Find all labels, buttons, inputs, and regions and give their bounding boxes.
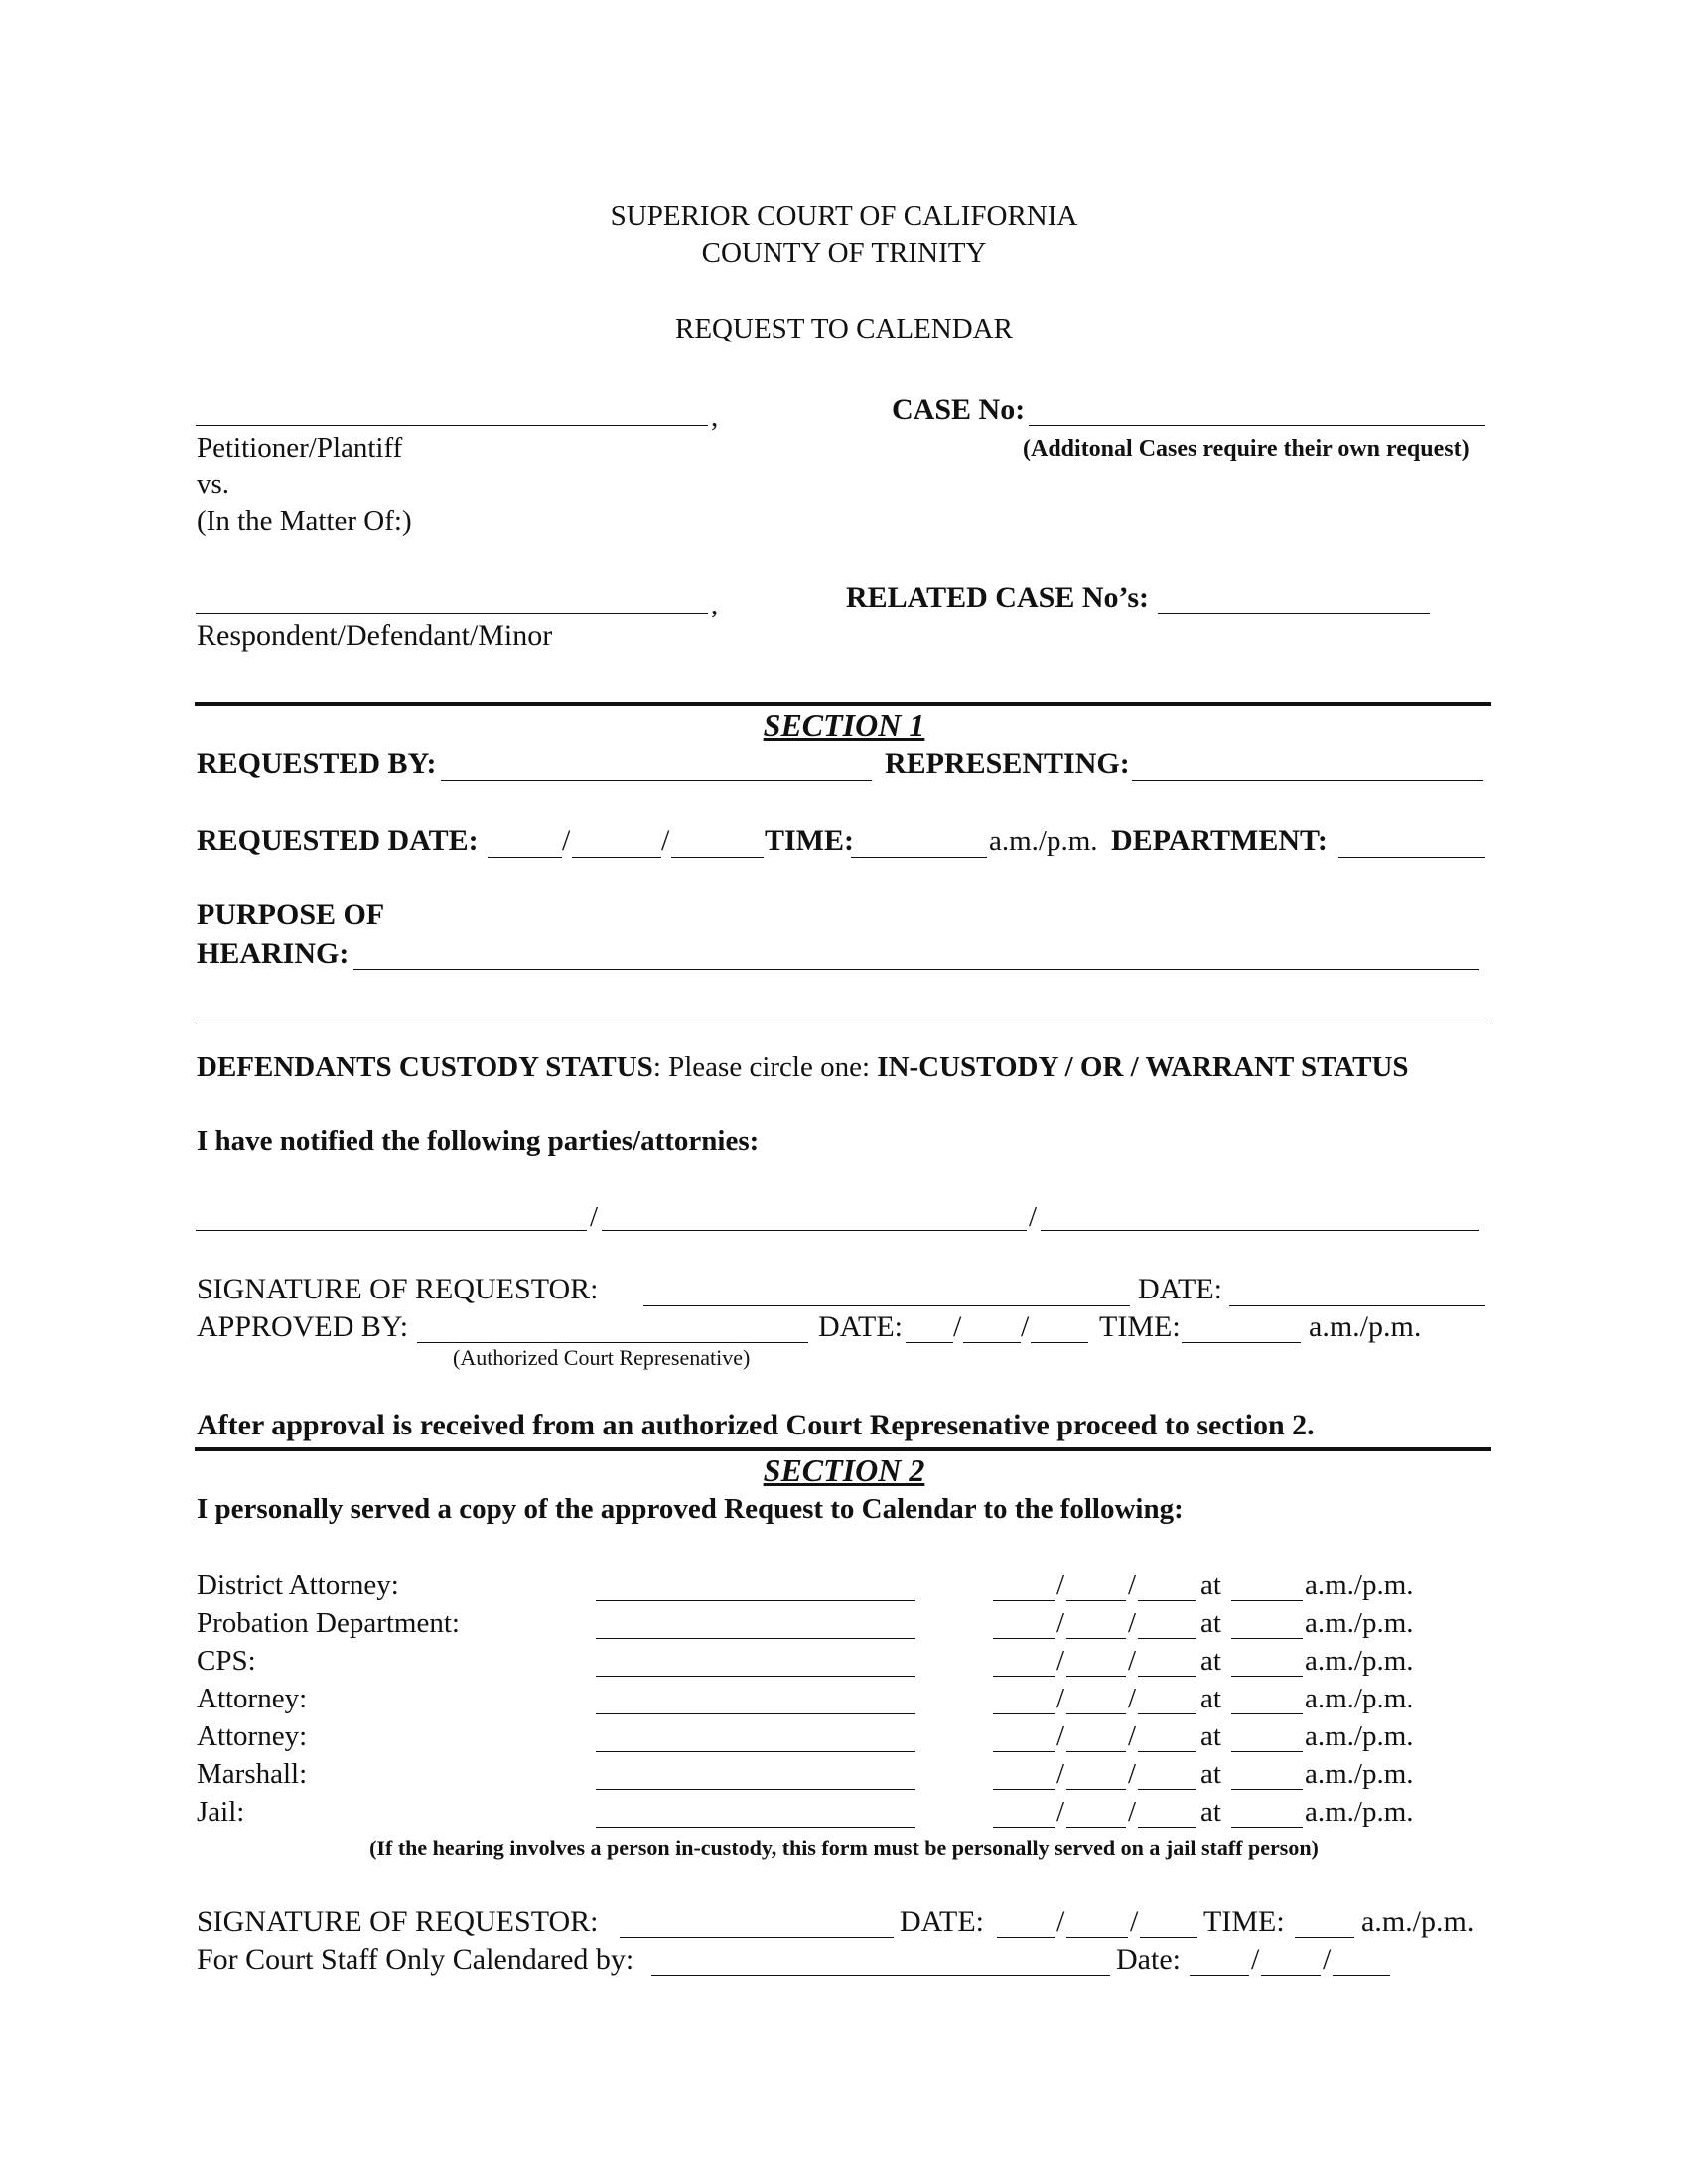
year-line[interactable] [1138,1600,1196,1601]
date-slash: / [1056,1683,1065,1714]
custody-status-label: DEFENDANTS CUSTODY STATUS [197,1051,653,1083]
at-label: at [1200,1570,1221,1601]
time-line[interactable] [1231,1751,1303,1752]
authorized-rep-note: (Authorized Court Represenative) [453,1345,751,1370]
purpose-label-line2: HEARING: [197,937,350,970]
at-label: at [1200,1683,1221,1714]
day-line[interactable] [1066,1676,1126,1677]
jail-service-note: (If the hearing involves a person in-custody, this form must be personally served on a jail staff person) [369,1836,1319,1860]
requested-date-label: REQUESTED DATE: [197,824,479,857]
related-case-label: RELATED CASE No’s: [846,581,1150,614]
party-label: Probation Department: [197,1607,460,1639]
court-staff-date-label: Date: [1116,1943,1181,1976]
notified-parties-heading: I have notified the following parties/attornies: [197,1125,760,1157]
final-signature-label: SIGNATURE OF REQUESTOR: [197,1905,599,1938]
department-line[interactable] [1338,857,1485,858]
respondent-comma: , [711,589,719,620]
section1-top-rule [195,702,1491,706]
custody-instruction: : Please circle one: [652,1051,878,1083]
year-line[interactable] [1138,1713,1196,1714]
party-label: CPS: [197,1645,256,1677]
month-line[interactable] [993,1600,1055,1601]
requested-by-line[interactable] [441,780,872,781]
final-time-label: TIME: [1203,1905,1285,1938]
final-time-line[interactable] [1295,1937,1354,1938]
date-slash: / [1251,1943,1260,1976]
signature-label: SIGNATURE OF REQUESTOR: [197,1273,599,1305]
section2-top-rule [195,1447,1491,1451]
date-slash: / [562,824,571,857]
party-name-line[interactable] [596,1600,915,1601]
party-name-line[interactable] [596,1789,915,1790]
notified-party-line-2[interactable] [602,1230,1027,1231]
vs-label: vs. [197,469,230,500]
approved-by-line[interactable] [417,1342,808,1343]
approved-time-line[interactable] [1182,1342,1301,1343]
calendared-by-line[interactable] [651,1975,1110,1976]
representing-label: REPRESENTING: [885,748,1130,780]
ampm-label: a.m./p.m. [1305,1607,1414,1639]
party-name-line[interactable] [596,1713,915,1714]
custody-status-row [197,1053,1409,1082]
party-name-line[interactable] [596,1827,915,1828]
additional-cases-note: (Additonal Cases require their own request) [1023,436,1470,462]
approved-time-label: TIME: [1099,1310,1181,1343]
month-line[interactable] [993,1676,1055,1677]
date-slash: / [661,824,670,857]
service-intro: I personally served a copy of the approved Request to Calendar to the following: [197,1493,1184,1525]
party-label: Jail: [197,1796,245,1828]
year-line[interactable] [1138,1827,1196,1828]
date-slash: / [1056,1607,1065,1639]
party-label: Marshall: [197,1758,308,1790]
party-label: Attorney: [197,1720,308,1752]
ampm-label: a.m./p.m. [1305,1758,1414,1790]
court-name: SUPERIOR COURT OF CALIFORNIA [610,201,1078,232]
date-slash: / [1128,1720,1137,1752]
date-slash: / [1323,1943,1332,1976]
signature-date-line[interactable] [1229,1305,1485,1306]
case-no-line[interactable] [1029,425,1485,426]
date-slash: / [1056,1905,1065,1938]
date-slash: / [1130,1905,1139,1938]
time-line[interactable] [1231,1827,1303,1828]
at-label: at [1200,1796,1221,1828]
final-date-month-line[interactable] [997,1937,1055,1938]
staff-date-day-line[interactable] [1261,1975,1321,1976]
signature-line[interactable] [643,1305,1130,1306]
year-line[interactable] [1138,1751,1196,1752]
final-date-label: DATE: [900,1905,984,1938]
custody-options[interactable]: IN-CUSTODY / OR / WARRANT STATUS [877,1051,1409,1083]
party-name-line[interactable] [596,1676,915,1677]
signature-date-label: DATE: [1138,1273,1222,1305]
time-label: TIME: [765,824,854,857]
date-slash: / [1128,1570,1137,1601]
approved-date-year-line[interactable] [1031,1342,1088,1343]
date-slash: / [1128,1607,1137,1639]
time-line[interactable] [1231,1789,1303,1790]
at-label: at [1200,1758,1221,1790]
county-name: COUNTY OF TRINITY [701,237,987,269]
day-line[interactable] [1066,1751,1126,1752]
day-line[interactable] [1066,1789,1126,1790]
date-slash: / [1056,1758,1065,1790]
approved-date-day-line[interactable] [963,1342,1021,1343]
respondent-name-line[interactable] [196,613,708,614]
day-line[interactable] [1066,1713,1126,1714]
day-line[interactable] [1066,1827,1126,1828]
time-line[interactable] [851,857,987,858]
purpose-label-line1: PURPOSE OF [197,898,385,931]
party-name-line[interactable] [596,1638,915,1639]
year-line[interactable] [1138,1638,1196,1639]
requested-by-label: REQUESTED BY: [197,748,437,780]
staff-date-month-line[interactable] [1190,1975,1249,1976]
party-name-line[interactable] [596,1751,915,1752]
related-case-line[interactable] [1158,613,1430,614]
court-staff-label: For Court Staff Only Calendared by: [197,1943,634,1976]
month-line[interactable] [993,1827,1055,1828]
matter-of-label: (In the Matter Of:) [197,505,412,537]
ampm-label: a.m./p.m. [1305,1720,1414,1752]
ampm-label: a.m./p.m. [1305,1645,1414,1677]
petitioner-name-line[interactable] [196,425,708,426]
time-line[interactable] [1231,1600,1303,1601]
ampm-label: a.m./p.m. [1305,1570,1414,1601]
representing-line[interactable] [1132,780,1483,781]
month-line[interactable] [993,1713,1055,1714]
day-line[interactable] [1066,1600,1126,1601]
notified-slash: / [1029,1201,1038,1233]
date-slash: / [1056,1720,1065,1752]
date-slash: / [1056,1570,1065,1601]
date-slash: / [1021,1310,1030,1343]
date-slash: / [1056,1645,1065,1677]
notified-party-line-3[interactable] [1041,1230,1479,1231]
month-line[interactable] [993,1638,1055,1639]
final-signature-line[interactable] [620,1937,894,1938]
department-label: DEPARTMENT: [1111,824,1328,857]
date-slash: / [1128,1796,1137,1828]
day-line[interactable] [1066,1638,1126,1639]
date-slash: / [1128,1758,1137,1790]
final-date-day-line[interactable] [1066,1937,1128,1938]
date-slash: / [1056,1796,1065,1828]
final-date-year-line[interactable] [1140,1937,1197,1938]
purpose-line-1[interactable] [353,969,1479,970]
year-line[interactable] [1138,1789,1196,1790]
requested-date-year-line[interactable] [671,857,764,858]
ampm-label: a.m./p.m. [1305,1683,1414,1714]
approved-by-label: APPROVED BY: [197,1310,409,1343]
case-no-label: CASE No: [892,393,1026,426]
date-slash: / [953,1310,962,1343]
section2-title: SECTION 2 [763,1452,925,1488]
ampm-label: a.m./p.m. [1305,1796,1414,1828]
section2-instruction: After approval is received from an authorized Court Represenative proceed to section 2. [197,1409,1315,1441]
respondent-label: Respondent/Defendant/Minor [197,619,553,652]
at-label: at [1200,1645,1221,1677]
section1-title: SECTION 1 [763,707,925,743]
year-line[interactable] [1138,1676,1196,1677]
date-slash: / [1128,1683,1137,1714]
month-line[interactable] [993,1751,1055,1752]
time-line[interactable] [1231,1676,1303,1677]
final-ampm: a.m./p.m. [1361,1905,1475,1938]
notified-slash: / [590,1201,599,1233]
form-title: REQUEST TO CALENDAR [675,313,1013,344]
petitioner-label: Petitioner/Plantiff [197,432,403,464]
time-line[interactable] [1231,1638,1303,1639]
at-label: at [1200,1720,1221,1752]
party-label: Attorney: [197,1683,308,1714]
petitioner-comma: , [711,401,719,433]
date-slash: / [1128,1645,1137,1677]
at-label: at [1200,1607,1221,1639]
month-line[interactable] [993,1789,1055,1790]
requested-date-month-line[interactable] [488,857,562,858]
approved-ampm: a.m./p.m. [1309,1310,1422,1343]
time-ampm: a.m./p.m. [989,825,1098,857]
approved-date-label: DATE: [818,1310,903,1343]
time-line[interactable] [1231,1713,1303,1714]
staff-date-year-line[interactable] [1333,1975,1390,1976]
requested-date-day-line[interactable] [572,857,661,858]
party-label: District Attorney: [197,1570,399,1601]
notified-party-line-1[interactable] [196,1230,587,1231]
approved-date-month-line[interactable] [906,1342,953,1343]
